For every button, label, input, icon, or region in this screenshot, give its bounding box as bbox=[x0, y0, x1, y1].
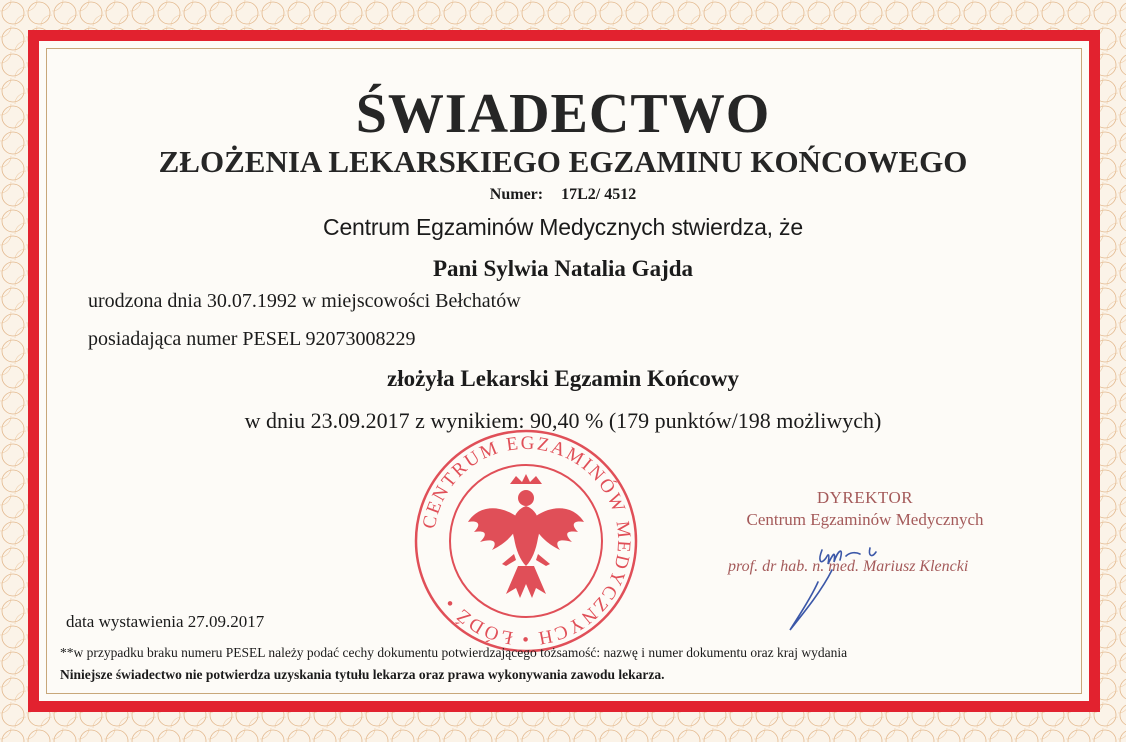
pesel-footnote: **w przypadku braku numeru PESEL należy podać cechy dokumentu potwierdzającego tożsamość: nazwę i numer dokumentu oraz kraj wydania bbox=[60, 645, 848, 660]
certificate-subtitle: ZŁOŻENIA LEKARSKIEGO EGZAMINU KOŃCOWEGO bbox=[158, 144, 968, 179]
handwritten-signature bbox=[760, 530, 960, 640]
birth-line: urodzona dnia 30.07.1992 w miejscowości Bełchatów bbox=[88, 290, 521, 312]
pesel-line: posiadająca numer PESEL 92073008229 bbox=[88, 328, 416, 350]
person-name: Pani Sylwia Natalia Gajda bbox=[432, 256, 694, 281]
director-institution: Centrum Egzaminów Medycznych bbox=[746, 510, 984, 529]
number-label: Numer: bbox=[489, 186, 544, 203]
exam-result-line: w dniu 23.09.2017 z wynikiem: 90,40 % (179 punktów/198 możliwych) bbox=[244, 408, 882, 433]
number-value: 17L2/ 4512 bbox=[561, 186, 637, 203]
legal-disclaimer: Niniejsze świadectwo nie potwierdza uzyskania tytułu lekarza oraz prawa wykonywania zawodu lekarza. bbox=[60, 667, 665, 682]
director-title: DYREKTOR bbox=[816, 488, 914, 507]
eagle-emblem-icon bbox=[468, 474, 584, 598]
director-name: prof. dr hab. n. med. Mariusz Klencki bbox=[728, 558, 969, 575]
issue-date: data wystawienia 27.09.2017 bbox=[66, 612, 265, 631]
seal-ring-text: CENTRUM EGZAMINÓW MEDYCZNYCH • ŁÓDŹ • bbox=[418, 432, 635, 650]
official-seal-stamp bbox=[406, 426, 646, 656]
certificate-number bbox=[0, 186, 1126, 204]
certificate-title: ŚWIADECTWO bbox=[355, 83, 771, 145]
certifies-statement: Centrum Egzaminów Medycznych stwierdza, że bbox=[323, 214, 803, 240]
exam-passed-line: złożyła Lekarski Egzamin Końcowy bbox=[386, 366, 740, 391]
